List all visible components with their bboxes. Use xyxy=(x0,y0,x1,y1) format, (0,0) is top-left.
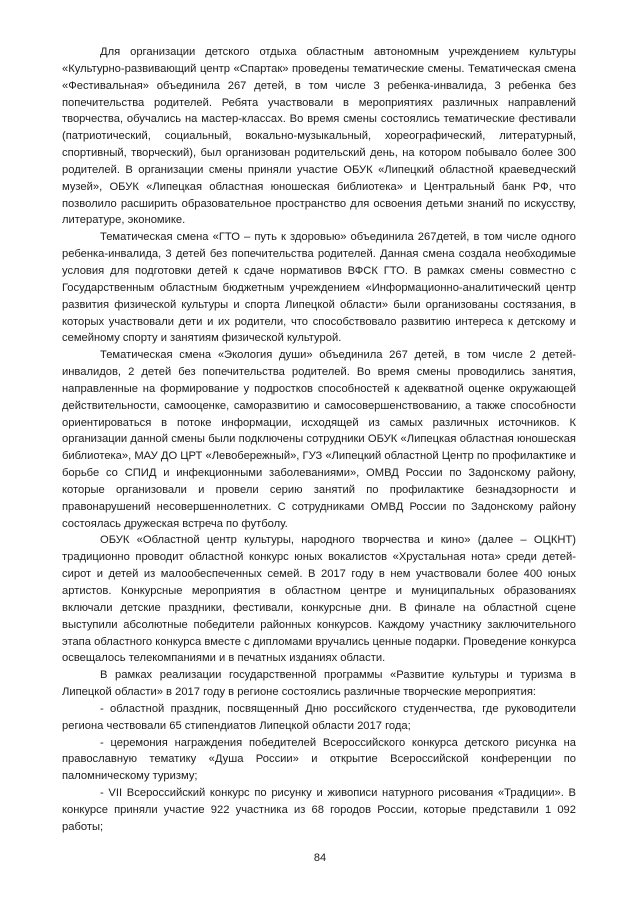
paragraph-spartak-camps: Для организации детского отдыха областным автономным учреждением культуры «Культурно-развивающий центр «Спартак» проведены тематические смены. Тематическая смена «Фестивальная» объединила 267 детей, в том числе 3 ребенка-инвалида, 3 ребенка без попечительства родителей. Ребята участвовали в мероприятиях различных направлений творчества, обучались на мастер-классах. Во время смены состоялись тематические фестивали (патриотический, социальный, вокально-музыкальный, хореографический, литературный, спортивный, творческий), был организован родительский день, на котором побывало более 300 родителей. В организации смены приняли участие ОБУК «Липецкий областной краеведческий музей», ОБУК «Липецкая областная юношеская библиотека» и Центральный банк РФ, что позволило расширить образовательное пространство для освоения детьми знаний по искусству, литературе, экономике. xyxy=(62,46,576,227)
document-body xyxy=(62,44,576,836)
paragraph-gto-shift: Тематическая смена «ГТО – путь к здоровью» объединила 267детей, в том числе одного ребенка-инвалида, 3 детей без попечительства родителей. Данная смена создала необходимые условия для подготовки детей к сдаче нормативов ВФСК ГТО. В рамках смены совместно с Государственным областным бюджетным учреждением «Информационно-аналитический центр развития физической культуры и спорта Липецкой области» были организованы состязания, в которых участвовали дети и их родители, что способствовало развитию интереса к детскому и семейному спорту и занятиям физической культурой. xyxy=(62,231,576,345)
list-item-traditions-contest: - VII Всероссийский конкурс по рисунку и живописи натурного рисования «Традиции». В конкурсе приняли участие 922 участника из 68 городов России, которые представили 1 092 работы; xyxy=(62,787,576,833)
page-number: 84 xyxy=(313,852,327,864)
list-item-student-day: - областной праздник, посвященный Дню российского студенчества, где руководители региона чествовали 65 стипендиатов Липецкой области 2017 года; xyxy=(62,702,576,732)
list-item-soul-of-russia: - церемония награждения победителей Всероссийского конкурса детского рисунка на православную тематику «Душа России» и открытие Всероссийской конференции по паломническому туризму; xyxy=(62,736,576,783)
paragraph-ecology-shift: Тематическая смена «Экология души» объединила 267 детей, в том числе 2 детей-инвалидов, 2 детей без попечительства родителей. Во время смены проводились занятия, направленные на формирование у подростков способностей к адекватной оценке окружающей действительности, самооценке, саморазвитию и самосовершенствованию, а также способности ориентироваться в потоке информации, исходящей из самых различных источников. К организации данной смены были подключены сотрудники ОБУК «Липецкая областная юношеская библиотека», МАУ ДО ЦРТ «Левобережный», ГУЗ «Липецкий областной Центр по профилактике и борьбе со СПИД и инфекционными заболеваниями», ОМВД России по Задонскому району, которые организовали и провели серию занятий по профилактике безнадзорности и правонарушений несовершеннолетних. С сотрудниками ОМВД России по Задонскому району состоялась дружеская встреча по футболу. xyxy=(62,349,576,530)
paragraph-crystal-note-contest: ОБУК «Областной центр культуры, народного творчества и кино» (далее – ОЦКНТ) традиционно проводит областной конкурс юных вокалистов «Хрустальная нота» среди детей-сирот и детей из малообеспеченных семей. В 2017 году в нем участвовали более 400 юных артистов. Конкурсные мероприятия в областном центре и муниципальных образованиях включали детские праздники, фестивали, конкурсные дни. В финале на областной сцене выступили абсолютные победители районных конкурсов. Каждому участнику заключительного этапа областного конкурса вместе с дипломами вручались ценные подарки. Проведение конкурса освещалось телекомпаниями и в печатных изданиях области. xyxy=(62,534,576,665)
paragraph-state-program: В рамках реализации государственной программы «Развитие культуры и туризма в Липецкой области» в 2017 году в регионе состоялись различные творческие мероприятия: xyxy=(62,669,576,699)
